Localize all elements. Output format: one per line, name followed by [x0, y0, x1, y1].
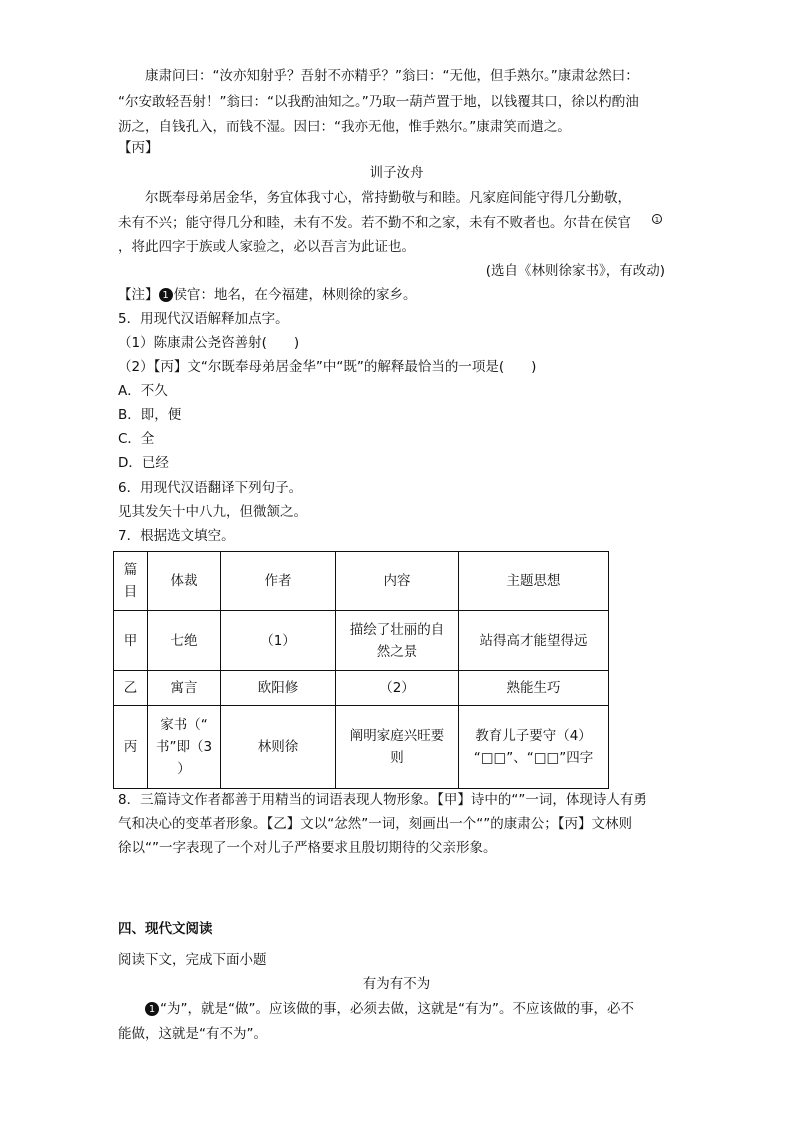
passage-source: (选自《林则徐家书》，有改动) [485, 263, 665, 279]
table-cell: 七绝 [148, 611, 221, 671]
option-d: D．已经 [118, 455, 169, 471]
question-8-line: 徐以“”一字表现了一个对儿子严格要求且殷切期待的父亲形象。 [118, 840, 497, 856]
option-a: A．不久 [118, 383, 168, 399]
table-cell: 寓言 [148, 671, 221, 706]
essay-line: 1 “为”，就是“做”。应该做的事，必须去做，这就是“有为”。不应该做的事，必不 [145, 1000, 634, 1018]
fill-in-table [113, 551, 609, 789]
question-5-stem: 5．用现代汉语解释加点字。 [118, 311, 289, 327]
question-8-line: 气和决心的变革者形象。【乙】文以“忿然”一词，刻画出一个“”的康肃公；【丙】文林则 [118, 816, 632, 832]
passage-yi-line: 康肃问曰：“汝亦知射乎？吾射不亦精乎？”翁曰：“无他，但手熟尔。”康肃忿然曰： [145, 68, 639, 84]
header-cell: 内容 [336, 552, 459, 611]
passage-bing-label: 【丙】 [118, 140, 159, 156]
question-8-line: 8．三篇诗文作者都善于用精当的词语表现人物形象。【甲】诗中的“”一词，体现诗人有勇 [118, 792, 647, 808]
header-cell: 主题思想 [459, 552, 609, 611]
question-5-sub1: （1）陈康肃公尧咨善射( ) [118, 335, 300, 351]
table-cell: 乙 [114, 671, 148, 706]
table-row [114, 611, 609, 671]
passage-bing-line: ，将此四字于族或人家验之，必以吾言为此证也。 [118, 239, 415, 255]
section-instruction: 阅读下文，完成下面小题 [118, 952, 267, 968]
table-row [114, 671, 609, 706]
table-cell: 站得高才能望得远 [459, 611, 609, 671]
table-cell: 林则徐 [221, 706, 336, 789]
passage-bing-line: 尔既奉母弟居金华，务宜体我寸心，常持勤敬与和睦。凡家庭间能守得几分勤敬， [145, 190, 631, 206]
table-cell: 阐明家庭兴旺要 则 [336, 706, 459, 789]
header-cell: 体裁 [148, 552, 221, 611]
question-5-sub2: （2）【丙】文“尔既奉母弟居金华”中“既”的解释最恰当的一项是( ) [118, 359, 537, 375]
essay-title: 有为有不为 [362, 976, 431, 992]
option-c: C．全 [118, 431, 155, 447]
question-6-sentence: 见其发矢十中八九，但微颔之。 [118, 504, 307, 520]
passage-yi-line: 沥之，自钱孔入，而钱不湿。因曰：“我亦无他，惟手熟尔。”康肃笑而遣之。 [118, 119, 571, 135]
table-cell: 家书（“ 书”即（3 ） [148, 706, 221, 789]
blank-cell: （1） [221, 611, 336, 671]
table-cell: 熟能生巧 [459, 671, 609, 706]
option-b: B．即，便 [118, 407, 182, 423]
passage-bing-line: 未有不兴；能守得几分和睦，未有不发。若不勤不和之家，未有不败者也。尔昔在侯官 [118, 215, 631, 231]
essay-line: 能做，这就是“有不为”。 [118, 1026, 267, 1042]
section-heading: 四、现代文阅读 [118, 921, 213, 937]
footnote-marker: 1 [652, 214, 663, 234]
table-cell: 丙 [114, 706, 148, 789]
header-cell: 篇 目 [114, 552, 148, 611]
table-cell: 欧阳修 [221, 671, 336, 706]
paragraph-number: 1 [145, 1002, 159, 1016]
table-header-row [114, 552, 609, 611]
blank-cell: （2） [336, 671, 459, 706]
passage-bing-title: 训子汝舟 [369, 165, 424, 181]
table-cell: 教育儿子要守（4） “□□”、“□□”四字 [459, 706, 609, 789]
footnote: 【注】 1 侯官：地名，在今福建，林则徐的家乡。 [118, 287, 417, 303]
table-row [114, 706, 609, 789]
question-6-stem: 6．用现代汉语翻译下列句子。 [118, 480, 303, 496]
passage-yi-line: “尔安敢轻吾射！”翁曰：“以我酌油知之。”乃取一葫芦置于地，以钱覆其口，徐以杓酌油 [118, 94, 639, 110]
footnote-number: 1 [159, 288, 173, 302]
table-cell: 描绘了壮丽的自 然之景 [336, 611, 459, 671]
table-cell: 甲 [114, 611, 148, 671]
header-cell: 作者 [221, 552, 336, 611]
question-7-stem: 7．根据选文填空。 [118, 528, 235, 544]
